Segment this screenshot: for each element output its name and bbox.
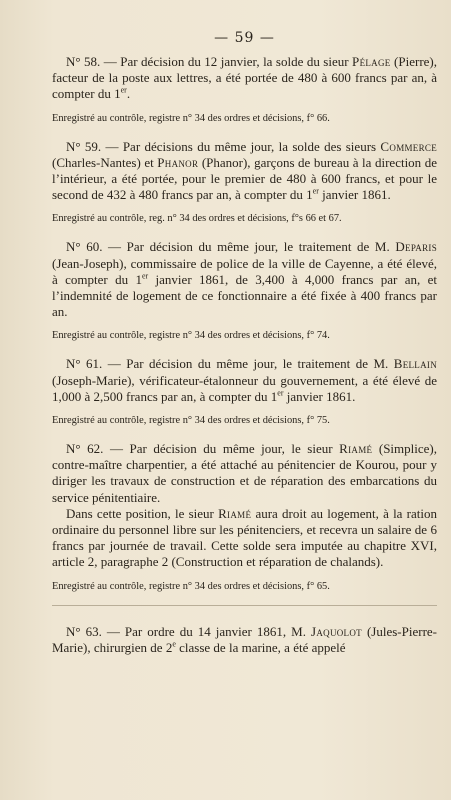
entry-62-text: N° 62. — Par décision du même jour, le sieur Riamé (Simplice), contre-maître charpentier, a été attaché au pénitencier de Kourou, pour y diriger les travaux de construction et de réparation des embarcations du service pénitentiaire.	[52, 441, 437, 505]
entry-number: N° 58.	[66, 54, 101, 69]
entry-60	[52, 239, 437, 342]
entry-59	[52, 139, 437, 226]
person-name: Pélage	[352, 54, 391, 69]
entry-63	[52, 624, 437, 656]
entry-number: N° 59.	[66, 138, 102, 154]
person-name: Phanor	[157, 154, 199, 170]
entry-number: N° 63.	[66, 623, 102, 639]
person-name: Bellain	[393, 356, 437, 372]
person-name: Riamé	[218, 505, 252, 521]
page-number: — 59 —	[214, 30, 275, 46]
section-divider	[52, 605, 437, 606]
entry-number: N° 61.	[66, 356, 103, 372]
entry-61-text: N° 61. — Par décision du même jour, le traitement de M. Bellain (Joseph-Marie), vérificateur-étalonneur du gouvernement, a été élevé de 1,000 à 2,500 francs par an, à compter du 1er janvier 1861.	[52, 356, 437, 404]
entry-60-text: N° 60. — Par décision du même jour, le traitement de M. Deparis (Jean-Joseph), commissaire de police de la ville de Cayenne, a été élevé, à compter du 1er janvier 1861, de 3,400 à 4,000 francs par an, et l’indemnité de logement de ce fonctionnaire a été fixée à 400 francs par an.	[52, 239, 438, 320]
register-note: Enregistré au contrôle, registre n° 34 des ordres et décisions, f° 66.	[52, 112, 330, 124]
person-name: Commerce	[380, 138, 437, 154]
entry-number: N° 62.	[66, 441, 104, 457]
register-note: Enregistré au contrôle, registre n° 34 des ordres et décisions, f° 65.	[52, 580, 330, 592]
entry-59-text: N° 59. — Par décisions du même jour, la solde des sieurs Commerce (Charles-Nantes) et Phanor (Phanor), garçons de bureau à la direction de l’intérieur, a été portée, pour le premier de 480 à 600 francs, et pour le second de 432 à 480 francs par an, à compter du 1er janvier 1861.	[52, 138, 437, 203]
register-note: Enregistré au contrôle, registre n° 34 des ordres et décisions, f° 74.	[52, 330, 330, 342]
entry-62	[52, 441, 437, 593]
entry-58	[52, 54, 437, 125]
register-note: Enregistré au contrôle, registre n° 34 des ordres et décisions, f° 75.	[52, 415, 330, 427]
entry-58-text: N° 58. — Par décision du 12 janvier, la solde du sieur Pélage (Pierre), facteur de la poste aux lettres, a été portée de 480 à 600 francs par an, à compter du 1er.	[52, 54, 437, 102]
person-name: Deparis	[395, 239, 438, 255]
person-name: Riamé	[339, 441, 373, 457]
entry-number: N° 60.	[66, 239, 103, 255]
entry-61	[52, 356, 437, 427]
entry-63-text: N° 63. — Par ordre du 14 janvier 1861, M. Jaquolot (Jules-Pierre-Marie), chirurgien de 2e classe de la marine, a été appelé	[52, 623, 438, 655]
person-name: Jaquolot	[311, 623, 362, 639]
register-note: Enregistré au contrôle, reg. n° 34 des ordres et décisions, f°s 66 et 67.	[52, 213, 342, 225]
entry-62-text-2: Dans cette position, le sieur Riamé aura droit au logement, à la ration ordinaire du personnel libre sur les pénitenciers, et recevra un salaire de 6 francs par journée de travail. Cette solde sera imputée au chapitre XVI, article 2, paragraphe 2 (Construction et réparation de chalands).	[52, 505, 437, 570]
